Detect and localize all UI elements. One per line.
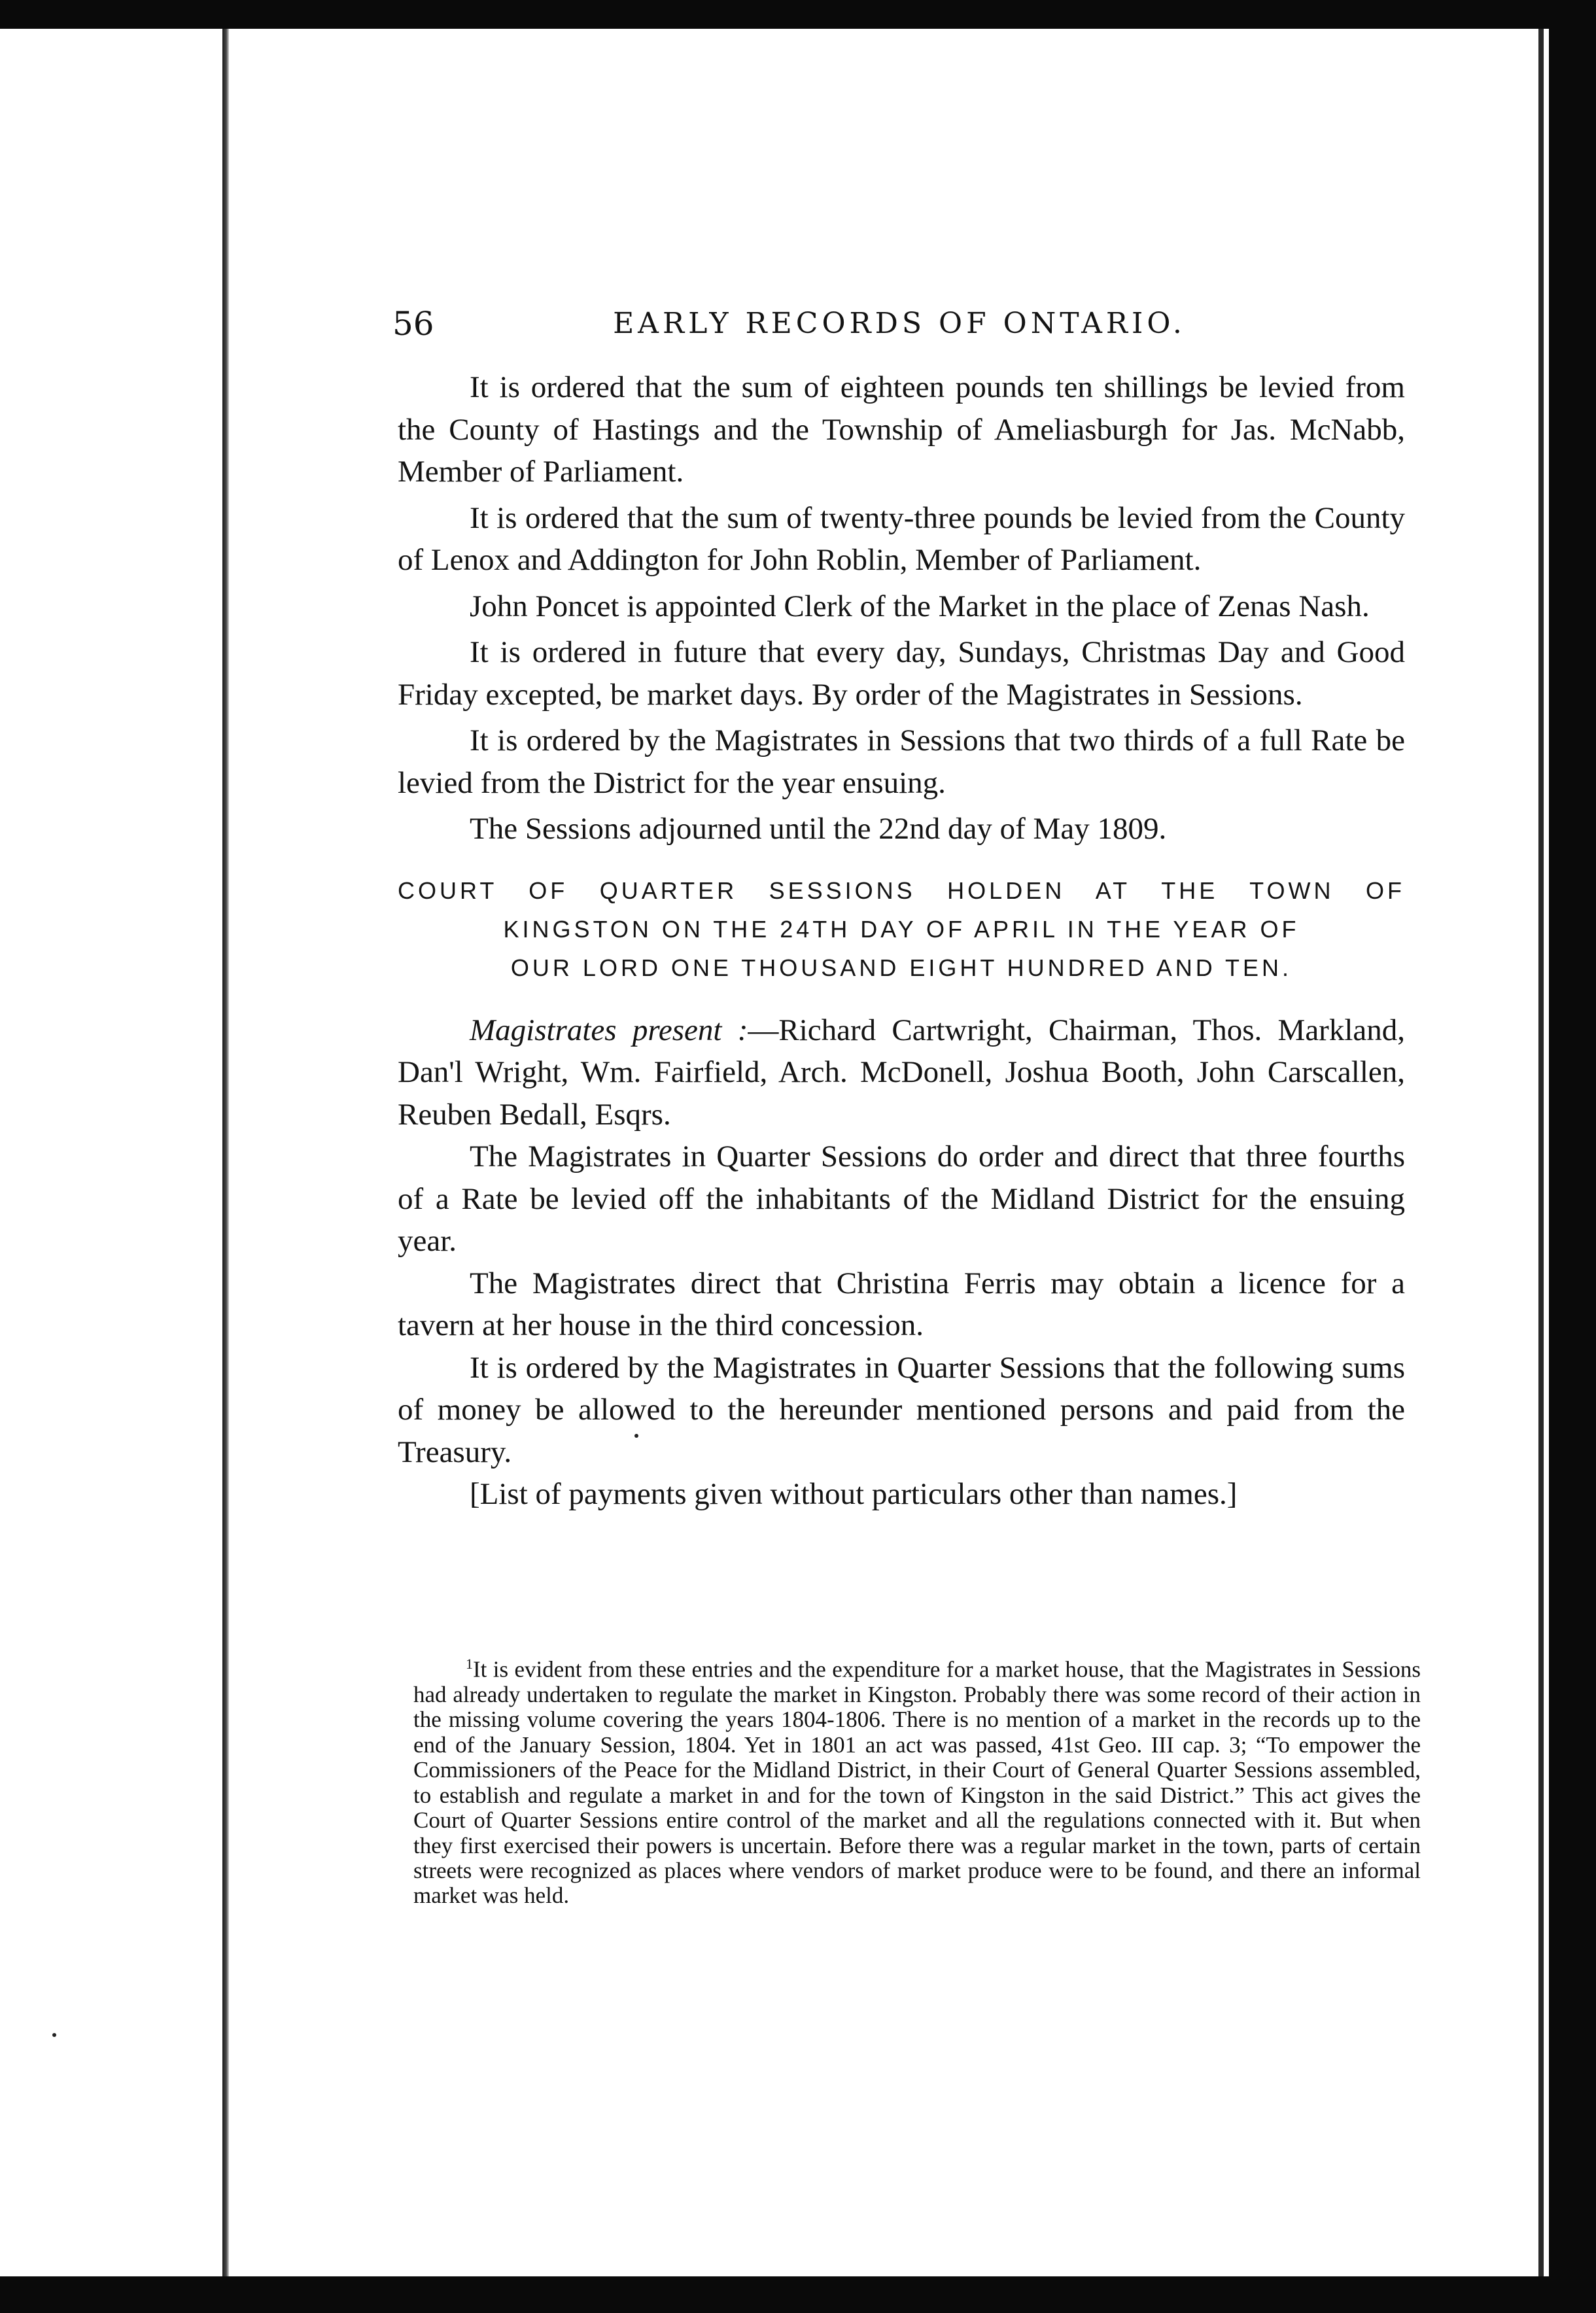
- scan-border-top: [0, 0, 1596, 29]
- footnote-text: It is evident from these entries and the expenditure for a market house, that the Magistrates in Sessions had already undertaken to regulate the market in Kingston. Probably there was some record of their action in the missing volume covering the years 1804-1806. There is no mention of a market in the records up to the end of the January Session, 1804. Yet in 1801 an act was passed, 41st Geo. III cap. 3; “To empower the Commissioners of the Peace for the Midland District, in their Court of General Quarter Sessions assembled, to establish and regulate a market in and for the town of Kingston in the said District.” This act gives the Court of Quarter Sessions entire control of the market and all the regulations connected with it. But when they first exercised their powers is uncertain. Before there was a regular market in the town, parts of certain streets were recognized as places where vendors of market produce were to be found, and there an informal market was held.: [413, 1656, 1421, 1909]
- paragraph: It is ordered in future that every day, Sundays, Christmas Day and Good Friday excepted, be market days. By order of the Magistrates in Sessions.: [398, 635, 1405, 712]
- magistrates-names: —Richard Cartwright, Chairman, Thos. Markland, Dan'l Wright, Wm. Fairfield, Arch. McDonell, Joshua Booth, John Carscallen, Reuben Bedall, Esqrs.: [398, 1013, 1405, 1132]
- paragraph: The Sessions adjourned until the 22nd day of May 1809.: [470, 812, 1167, 846]
- scan-border-bottom: [0, 2276, 1596, 2313]
- paragraph: It is ordered that the sum of twenty-three pounds be levied from the County of Lenox and Addington for John Roblin, Member of Parliament.: [398, 500, 1405, 577]
- page-number: 56: [392, 305, 434, 343]
- paragraph: It is ordered by the Magistrates in Sessions that two thirds of a full Rate be levied from the District for the year ensuing.: [398, 723, 1405, 800]
- paragraph: The Magistrates in Quarter Sessions do order and direct that three fourths of a Rate be levied off the inhabitants of the Midland District for the ensuing year.: [398, 1139, 1405, 1258]
- footnote-marker: 1: [466, 1656, 473, 1672]
- running-title: EARLY RECORDS OF ONTARIO.: [613, 307, 1186, 340]
- heading-line: KINGSTON ON THE 24TH DAY OF APRIL IN THE YEAR OF: [503, 915, 1300, 943]
- paragraph: John Poncet is appointed Clerk of the Market in the place of Zenas Nash.: [470, 589, 1370, 623]
- magistrates-label: Magistrates present :: [470, 1013, 748, 1047]
- running-head: [392, 298, 1406, 350]
- paragraph: It is ordered that the sum of eighteen pounds ten shillings be levied from the County of Hastings and the Township of Ameliasburgh for Jas. McNabb, Member of Parliament.: [398, 370, 1405, 489]
- paragraph: It is ordered by the Magistrates in Quarter Sessions that the following sums of money be allowed to the hereunder mentioned persons and paid from the Treasury.: [398, 1350, 1405, 1469]
- paragraph: The Magistrates direct that Christina Ferris may obtain a licence for a tavern at her house in the third concession.: [398, 1266, 1405, 1342]
- page-gutter-edge: [222, 29, 229, 2276]
- magistrates-present: [398, 1009, 1405, 1136]
- court-session-heading: [398, 871, 1405, 987]
- scan-speck: [52, 2033, 56, 2037]
- main-text: [398, 366, 1405, 1516]
- heading-line: OUR LORD ONE THOUSAND EIGHT HUNDRED AND TEN.: [510, 954, 1292, 981]
- footnote: [413, 1652, 1421, 1909]
- scan-border-right: [1549, 0, 1596, 2313]
- paragraph: [List of payments given without particulars other than names.]: [470, 1477, 1238, 1511]
- page-right-edge: [1538, 29, 1544, 2276]
- heading-line: COURT OF QUARTER SESSIONS HOLDEN AT THE TOWN OF: [398, 877, 1405, 904]
